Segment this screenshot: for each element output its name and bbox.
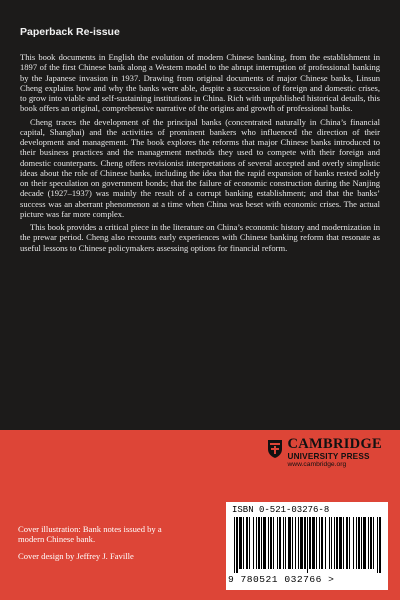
barcode-icon (232, 517, 382, 573)
barcode-block (226, 502, 388, 590)
cover-illustration-credit: Cover illustration: Bank notes issued by a modern Chinese bank. (18, 524, 162, 545)
publisher-logo (250, 437, 382, 469)
cover-design-credit: Cover design by Jeffrey J. Faville (18, 551, 134, 561)
blurb-paragraph-3: This book provides a critical piece in the literature on China’s economic history and modernization in the prewar period. Cheng also recounts early experiences with Chinese banking reform that resonate as useful lessons to Chinese policymakers assessing options for financial reform. (20, 222, 380, 253)
blurb-text (20, 52, 380, 253)
blurb-paragraph-1: This book documents in English the evolution of modern Chinese banking, from the establishment in 1897 of the first Chinese bank along a Western model to the abrupt interruption of professional banking by the Japanese invasion in 1937. Drawing from original documents of major Chinese banks, Linsun Cheng explains how and why the banks were able, despite a succession of foreign and domestic crises, to grow into viable and self-sustaining institutions in China. Rich with unpublished historical details, this book offers an original, comprehensive narrative of the origins and growth of professional banks. (20, 52, 380, 114)
reissue-heading: Paperback Re-issue (20, 26, 120, 38)
publisher-website: www.cambridge.org (287, 461, 347, 468)
isbn-label: ISBN 0-521-03276-8 (232, 505, 330, 515)
publisher-subtitle: UNIVERSITY PRESS (287, 452, 370, 461)
blurb-paragraph-2: Cheng traces the development of the principal banks (concentrated naturally in China’s financial capital, Shanghai) and the activities of prominent bankers who influenced the direction of their development and management. The book explores the reforms that major Chinese banks introduced to their business practices and the management methods they used to compete with their foreign and domestic counterparts. Cheng offers revisionist interpretations of several accepted and overly simplistic ideas about the role of Chinese banks, including the idea that the rapid expansion of banks rested solely on their speculation on government bonds; that the failure of economic construction during the Nanjing decade (1927–1937) was mainly the result of a corrupt banking establishment; and that the banks’ success was an aberrant phenomenon at a time when China was beset with economic crises. The actual picture was far more complex. (20, 116, 380, 219)
barcode-digits: 9 780521 032766 > (228, 574, 335, 585)
cambridge-crest-icon (267, 439, 283, 459)
publisher-name: CAMBRIDGE (287, 436, 382, 452)
